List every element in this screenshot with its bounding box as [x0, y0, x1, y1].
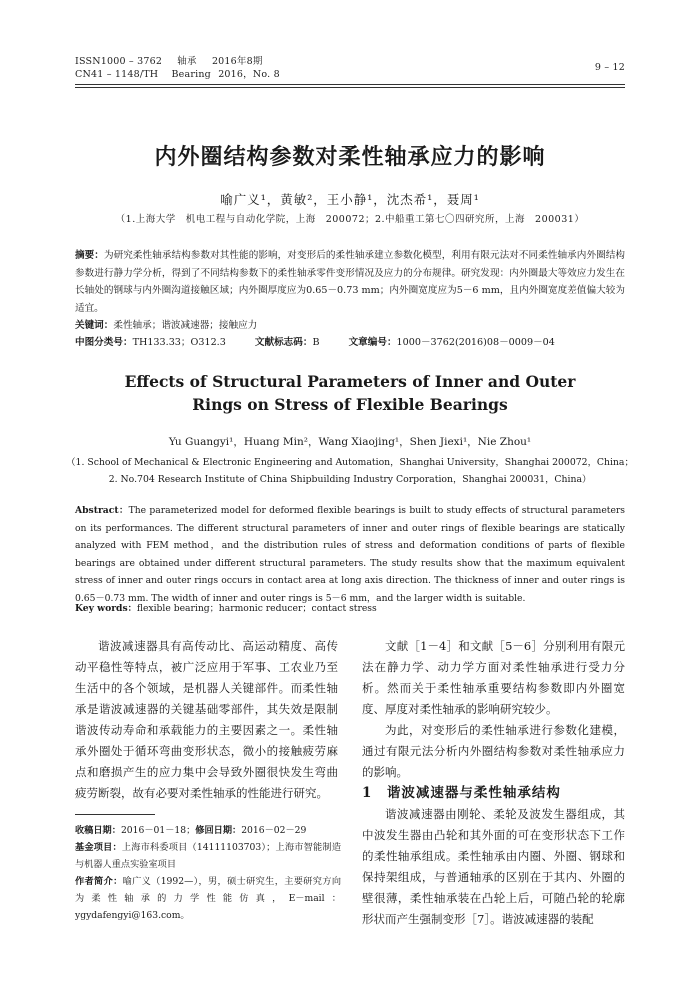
issue-en: 2016，No. 8: [218, 69, 280, 80]
abstract-cn: [75, 247, 625, 317]
affiliation-en-2: 2. No.704 Research Institute of China Shipbuilding Industry Corporation，Shanghai 200031，China）: [108, 474, 592, 485]
cn-number: CN41 – 1148/TH: [75, 69, 159, 80]
title-en-text: Effects of Structural Parameters of Inner and Outer Rings on Stress of Flexible Bearings: [124, 372, 576, 414]
fund-label: 基金项目：: [75, 842, 122, 853]
structure-paragraph: 谐波减速器由刚轮、柔轮及波发生器组成，其中波发生器由凸轮和其外面的可在变形状态下工作的柔性轴承组成。柔性轴承由内圈、外圈、钢球和保持架组成，与普通轴承的区别在于其内、外圈的壁很薄，柔性轴承装在凸轮上后，可随凸轮的轮廓形状而产生强制变形［7］。谐波减速器的装配: [362, 807, 625, 926]
classification-line: [75, 334, 625, 352]
keywords-cn-label: 关键词：: [75, 320, 114, 331]
revised-label: 修回日期：: [195, 825, 242, 836]
title-en: [0, 370, 700, 416]
header-line-2: [75, 68, 280, 81]
header-rule-thin: [75, 87, 625, 88]
lit-review-paragraph: 文献［1－4］和文献［5－6］分别利用有限元法在静力学、动力学方面对柔性轴承进行受力分析。然而关于柔性轴承重要结构参数即内外圈宽度、厚度对柔性轴承的影响研究较少。: [362, 639, 625, 716]
keywords-en-text: flexible bearing；harmonic reducer；contact stress: [136, 603, 377, 614]
authors-en: Yu Guangyi¹，Huang Min²，Wang Xiaojing¹，Shen Jiexi¹，Nie Zhou¹: [168, 436, 532, 448]
footnote: [75, 822, 341, 924]
keywords-en-label: Key words：: [75, 603, 137, 614]
fund-text: 上海市科委项目（14111103703）；上海市智能制造与机器人重点实验室项目: [75, 842, 342, 870]
authors-cn: 喻广义¹，黄敏²，王小静¹，沈杰希¹，聂周¹: [220, 192, 480, 207]
page-range: 9 – 12: [594, 62, 625, 73]
abstract-cn-text: 为研究柔性轴承结构参数对其性能的影响，对变形后的柔性轴承建立参数化模型，利用有限元法对不同柔性轴承内外圈结构参数进行静力学分析，得到了不同结构参数下的柔性轴承零件变形情况及应力的分布规律。研究发现：内外圈最大等效应力发生在长轴处的钢球与内外圈沟道接触区域；内外圈厚度应为0.65－0.73 mm；内外圈宽度应为5－6 mm，且内外圈宽度差值偏大较为适宜。: [75, 250, 626, 314]
article-no-value: 1000－3762(2016)08－0009－04: [396, 337, 555, 348]
title-cn: 内外圈结构参数对柔性轴承应力的影响: [154, 144, 546, 170]
issn: ISSN1000 – 3762: [75, 56, 163, 67]
revised-date: 2016－02－29: [241, 825, 307, 836]
affiliation-en-1: （1. School of Mechanical & Electronic Engineering and Automation，Shanghai University，Shanghai 200072，China；: [66, 457, 634, 468]
keywords-en: [75, 600, 625, 618]
header-left: [75, 55, 280, 81]
doc-code-label: 文献标志码：: [254, 337, 313, 348]
abstract-cn-label: 摘要：: [75, 250, 104, 261]
footnote-dates: [75, 822, 341, 839]
clc-value: TH133.33；O312.3: [132, 337, 226, 348]
body-right-column: [362, 636, 625, 930]
abstract-en: [75, 502, 625, 608]
author-bio-label: 作者简介：: [75, 876, 123, 887]
section-heading-1: 1 谐波减速器与柔性轴承结构: [362, 785, 561, 801]
intro-paragraph: 谐波减速器具有高传动比、高运动精度、高传动平稳性等特点，被广泛应用于军事、工农业乃至生活中的各个领域，是机器人关键部件。而柔性轴承是谐波减速器的关键基础零部件，其失效是限制谐波传动寿命和承载能力的主要因素之一。柔性轴承外圈处于循环弯曲变形状态，微小的接触疲劳麻点和磨损产生的应力集中会导致外圈很快发生弯曲疲劳断裂，故有必要对柔性轴承的性能进行研究。: [75, 639, 338, 800]
keywords-cn-text: 柔性轴承；谐波减速器；接触应力: [113, 320, 258, 331]
journal-en: Bearing: [171, 69, 211, 80]
body-left-column: [75, 636, 338, 804]
author-bio-text: 喻广义（1992—），男，硕士研究生，主要研究方向为柔性轴承的力学性能仿真，E－mail：ygydafengyi@163.com。: [75, 876, 342, 921]
footnote-rule: [75, 814, 155, 815]
issue-cn: 2016年8期: [211, 56, 263, 67]
footnote-author: [75, 873, 341, 924]
header-rule: [75, 84, 625, 85]
purpose-paragraph: 为此，对变形后的柔性轴承进行参数化建模，通过有限元法分析内外圈结构参数对柔性轴承应力的影响。: [362, 723, 625, 779]
doc-code-value: B: [312, 337, 320, 348]
keywords-cn: [75, 317, 625, 335]
abstract-en-text: The parameterized model for deformed flexible bearings is built to study effects of structural parameters on its performances. The different structural parameters of inner and outer rings of flexible bearings are statically analyzed with FEM method，and the distribution rules of stress and deformation conditions of parts of flexible bearings are obtained under different structural parameters. The study results show that the maximum equivalent stress of inner and outer rings occurs in contact area at long axis direction. The thickness of inner and outer rings is 0.65－0.73 mm. The width of inner and outer rings is 5－6 mm，and the larger width is suitable.: [75, 505, 626, 604]
affiliation-cn: （1.上海大学 机电工程与自动化学院，上海 200072；2.中船重工第七〇四研究所，上海 200031）: [115, 214, 585, 225]
abstract-en-label: Abstract：: [75, 505, 129, 516]
clc-label: 中图分类号：: [75, 337, 133, 348]
journal-cn: 轴承: [177, 56, 197, 67]
received-date: 2016－01－18；: [120, 825, 196, 836]
footnote-fund: [75, 839, 341, 873]
article-no-label: 文章编号：: [348, 337, 397, 348]
received-label: 收稿日期：: [75, 825, 121, 836]
header-line-1: [75, 55, 280, 68]
